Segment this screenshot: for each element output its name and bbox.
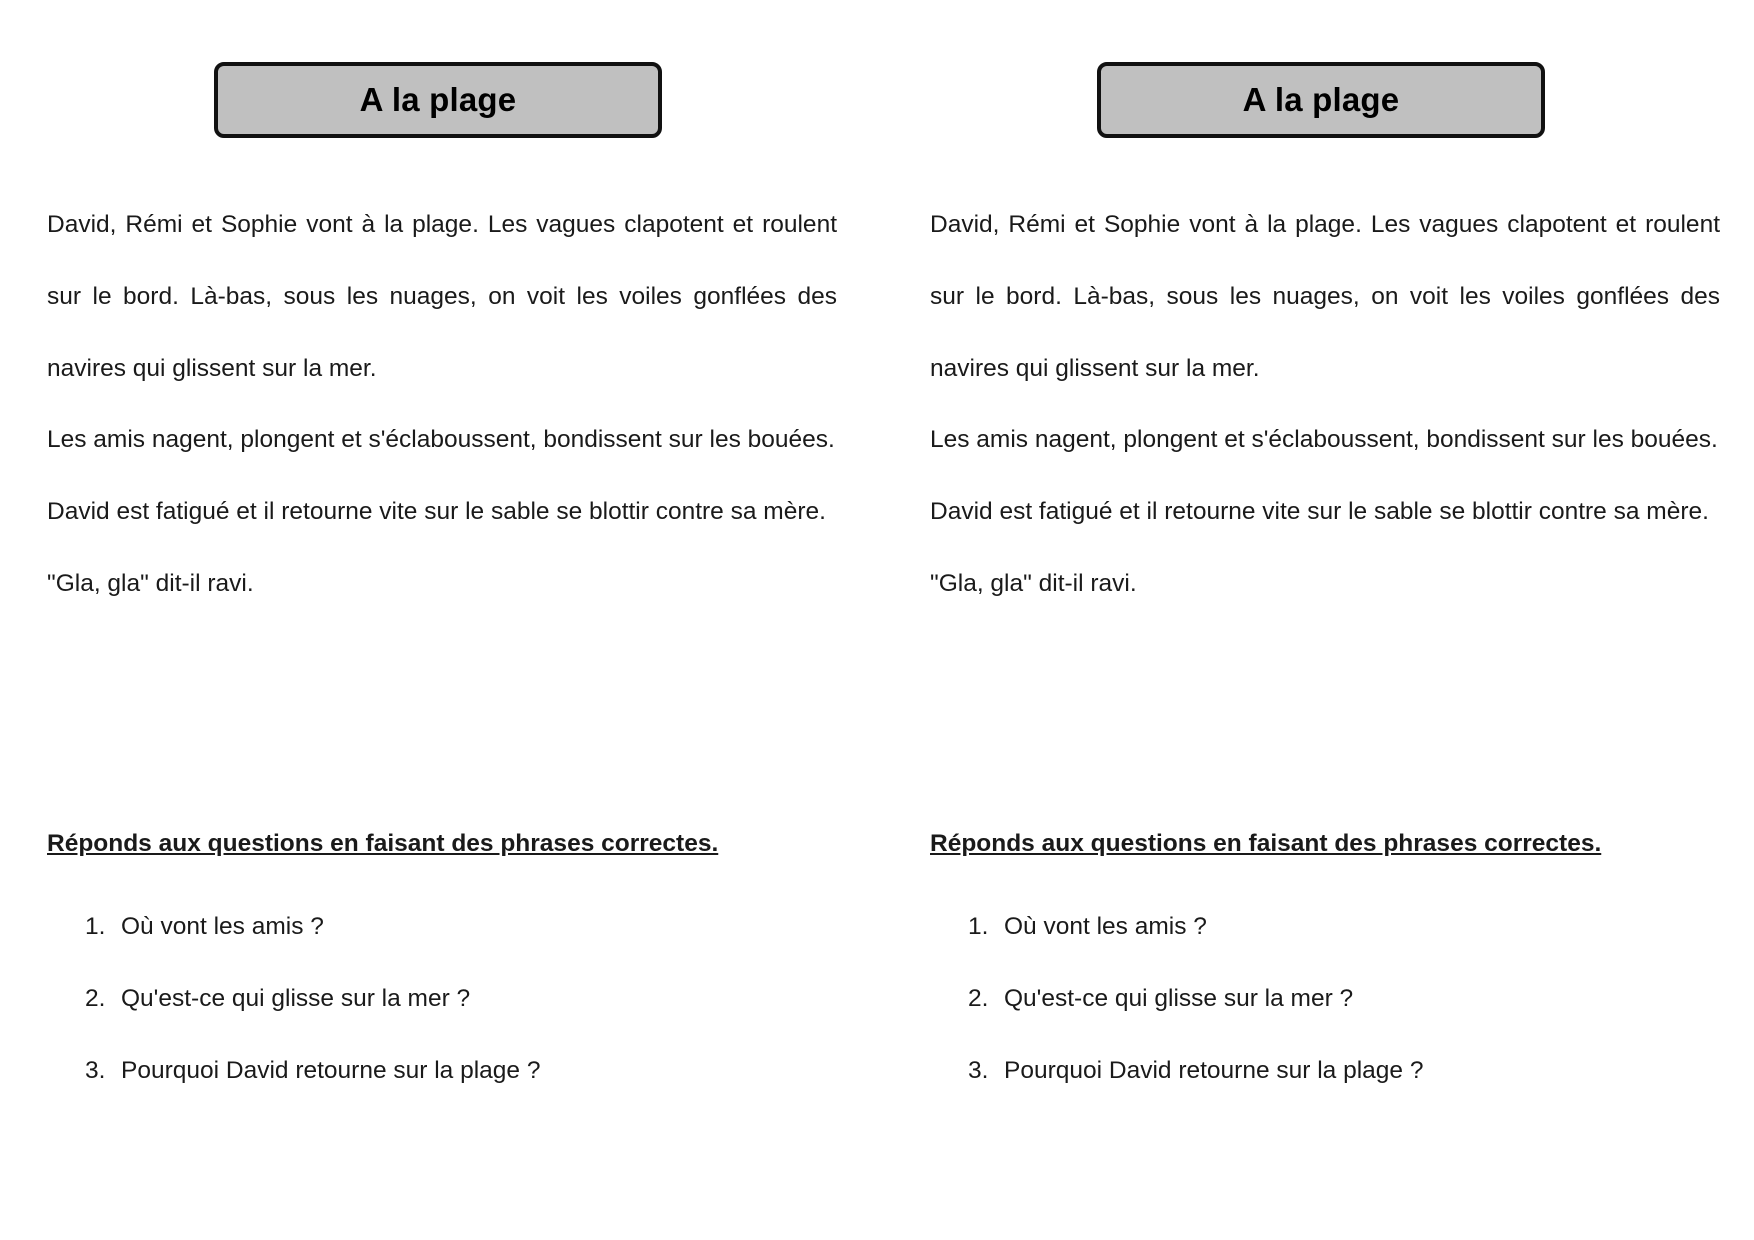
question-text: Qu'est-ce qui glisse sur la mer ? xyxy=(1004,984,1354,1012)
question-item xyxy=(930,891,1423,963)
question-text: Où vont les amis ? xyxy=(121,913,324,940)
worksheet-title: A la plage xyxy=(1242,81,1400,118)
question-text: Où vont les amis ? xyxy=(1004,913,1207,940)
story-paragraph: Les amis nagent, plongent et s'éclaboussent, bondissent sur les bouées. xyxy=(930,426,1718,454)
story-paragraph: "Gla, gla" dit-il ravi. xyxy=(930,569,1137,597)
question-number: 1. xyxy=(968,913,989,940)
question-item xyxy=(47,963,540,1035)
worksheet-title: A la plage xyxy=(359,81,517,118)
story-paragraph: David est fatigué et il retourne vite sur le sable se blottir contre sa mère. xyxy=(930,498,1709,526)
question-number: 3. xyxy=(85,1056,106,1084)
question-item xyxy=(47,1035,540,1107)
question-item xyxy=(930,963,1423,1035)
title-box xyxy=(214,62,662,138)
title-box xyxy=(1097,62,1545,138)
questions-instruction: Réponds aux questions en faisant des phrases correctes. xyxy=(930,830,1602,857)
story-text xyxy=(930,189,1720,620)
question-number: 2. xyxy=(85,984,106,1012)
questions-instruction: Réponds aux questions en faisant des phrases correctes. xyxy=(47,830,719,857)
story-paragraph: David, Rémi et Sophie vont à la plage. Les vagues clapotent et roulent sur le bord. Là-bas, sous les nuages, on voit les voiles gonflées des navires qui glissent sur la mer. xyxy=(47,211,837,382)
story-paragraph: "Gla, gla" dit-il ravi. xyxy=(47,569,254,597)
question-text: Qu'est-ce qui glisse sur la mer ? xyxy=(121,984,471,1012)
question-number: 2. xyxy=(968,984,989,1012)
story-paragraph: David est fatigué et il retourne vite sur le sable se blottir contre sa mère. xyxy=(47,498,826,526)
story-paragraph: Les amis nagent, plongent et s'éclaboussent, bondissent sur les bouées. xyxy=(47,426,835,454)
question-text: Pourquoi David retourne sur la plage ? xyxy=(121,1056,541,1084)
question-number: 1. xyxy=(85,913,106,940)
question-list xyxy=(47,891,540,1106)
story-text xyxy=(47,189,837,620)
question-item xyxy=(47,891,540,963)
story-paragraph: David, Rémi et Sophie vont à la plage. Les vagues clapotent et roulent sur le bord. Là-bas, sous les nuages, on voit les voiles gonflées des navires qui glissent sur la mer. xyxy=(930,211,1720,382)
question-number: 3. xyxy=(968,1056,989,1084)
question-item xyxy=(930,1035,1423,1107)
question-text: Pourquoi David retourne sur la plage ? xyxy=(1004,1056,1424,1084)
question-list xyxy=(930,891,1423,1106)
